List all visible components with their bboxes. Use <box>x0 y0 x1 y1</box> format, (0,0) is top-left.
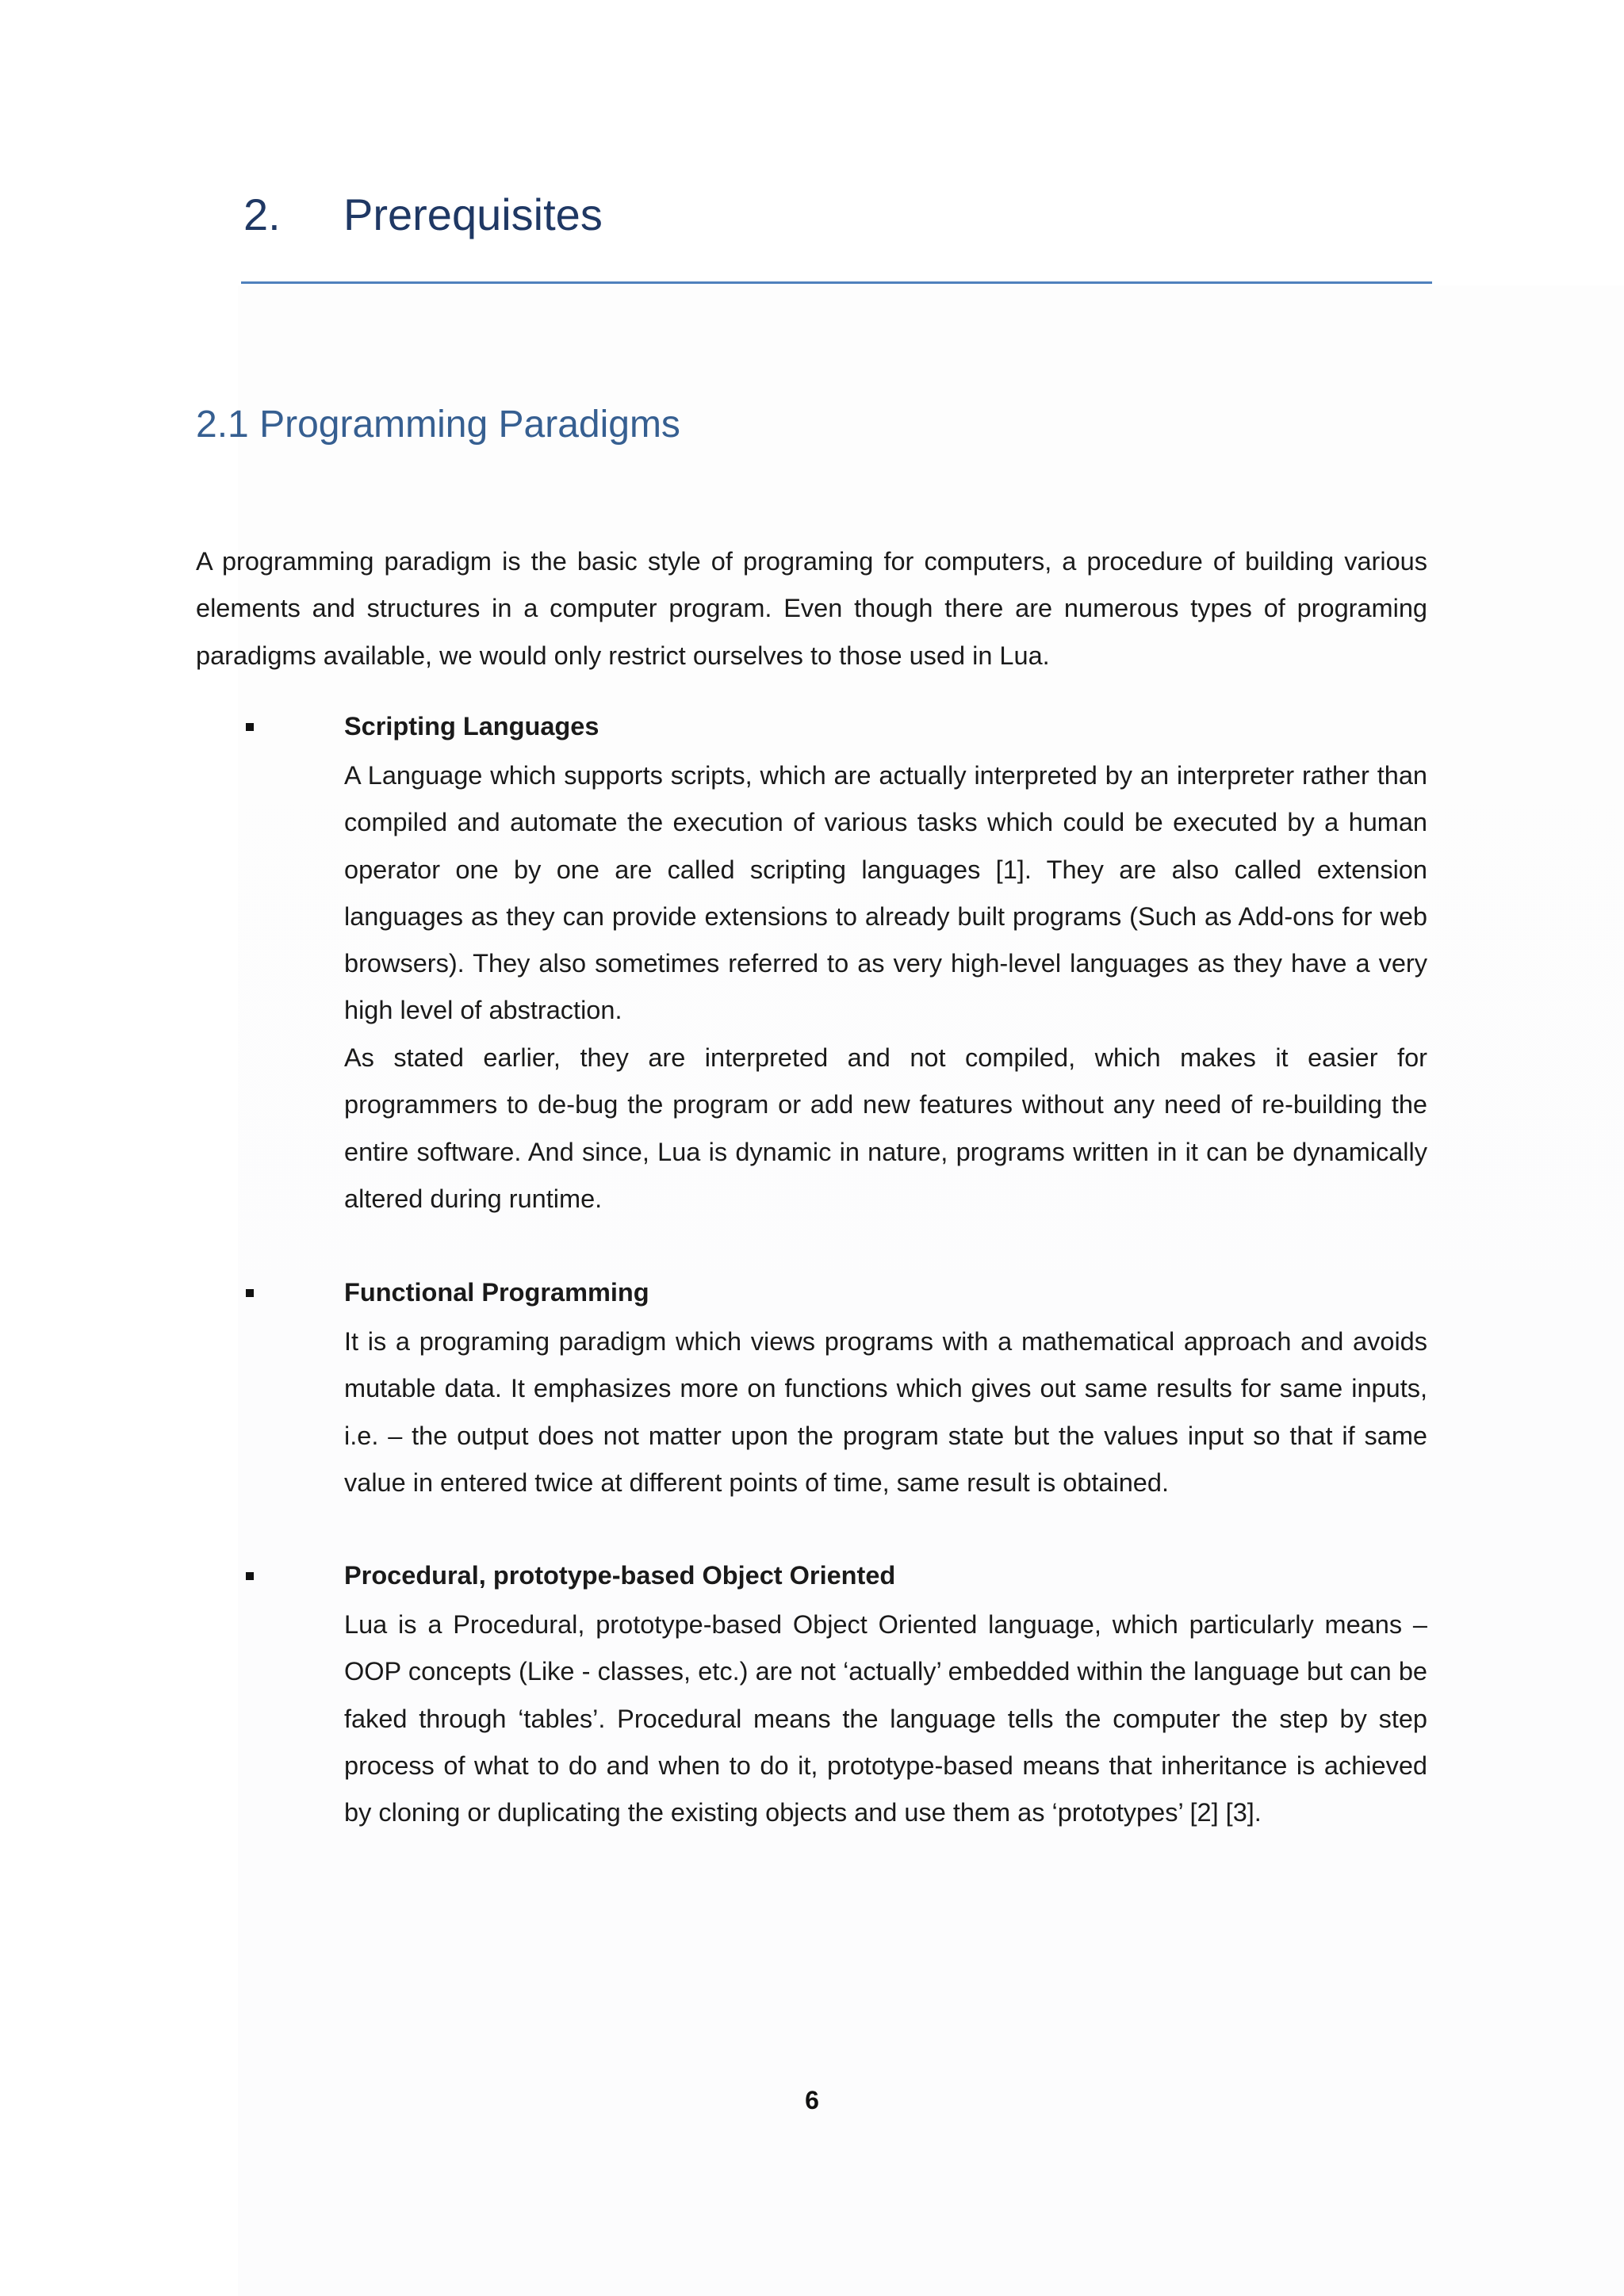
chapter-title: Prerequisites <box>343 189 603 239</box>
item-title-scripting-languages: Scripting Languages <box>344 712 599 740</box>
item-title-functional-programming: Functional Programming <box>344 1278 649 1307</box>
item-body-scripting-languages-1: A Language which supports scripts, which are actually interpreted by an interpreter rather than compiled and automate the execution of various tasks which could be executed by a human operator one by one are called scripting languages [1]. They are also called extension languages as they can provide extensions to already built programs (Such as Add-ons for web browsers). They also sometimes referred to as very high-level languages as they have a very high level of abstraction. <box>344 761 1427 1025</box>
item-body-functional-programming: It is a programing paradigm which views programs with a mathematical approach and avoids mutable data. It emphasizes more on functions which gives out same results for same inputs, i.e. – the output does not matter upon the program state but the values input so that if same value in entered twice at different points of time, same result is obtained. <box>344 1327 1427 1497</box>
bullet-icon <box>246 1289 254 1297</box>
page-number: 6 <box>805 2086 819 2114</box>
intro-paragraph: A programming paradigm is the basic style of programing for computers, a procedure of building various elements and structures in a computer program. Even though there are numerous types of programing paradigms available, we would only restrict ourselves to those used in Lua. <box>196 547 1427 670</box>
item-title-procedural-oop: Procedural, prototype-based Object Oriented <box>344 1561 896 1590</box>
chapter-divider <box>241 281 1432 284</box>
item-body-scripting-languages-2: As stated earlier, they are interpreted and not compiled, which makes it easier for programmers to de-bug the program or add new features without any need of re-building the entire software. And since, Lua is dynamic in nature, programs written in it can be dynamically altered during runtime. <box>344 1043 1427 1213</box>
item-body-procedural-oop: Lua is a Procedural, prototype-based Object Oriented language, which particularly means – OOP concepts (Like - classes, etc.) are not ‘actually’ embedded within the language but can be faked through ‘tables’. Procedural means the language tells the computer the step by step process of what to do and when to do it, prototype-based means that inheritance is achieved by cloning or duplicating the existing objects and use them as ‘prototypes’ [2] [3]. <box>344 1610 1427 1827</box>
chapter-number: 2. <box>243 189 281 239</box>
bullet-icon <box>246 1572 254 1580</box>
section-heading: 2.1 Programming Paradigms <box>196 404 680 446</box>
bullet-icon <box>246 723 254 731</box>
chapter-heading <box>243 189 603 240</box>
